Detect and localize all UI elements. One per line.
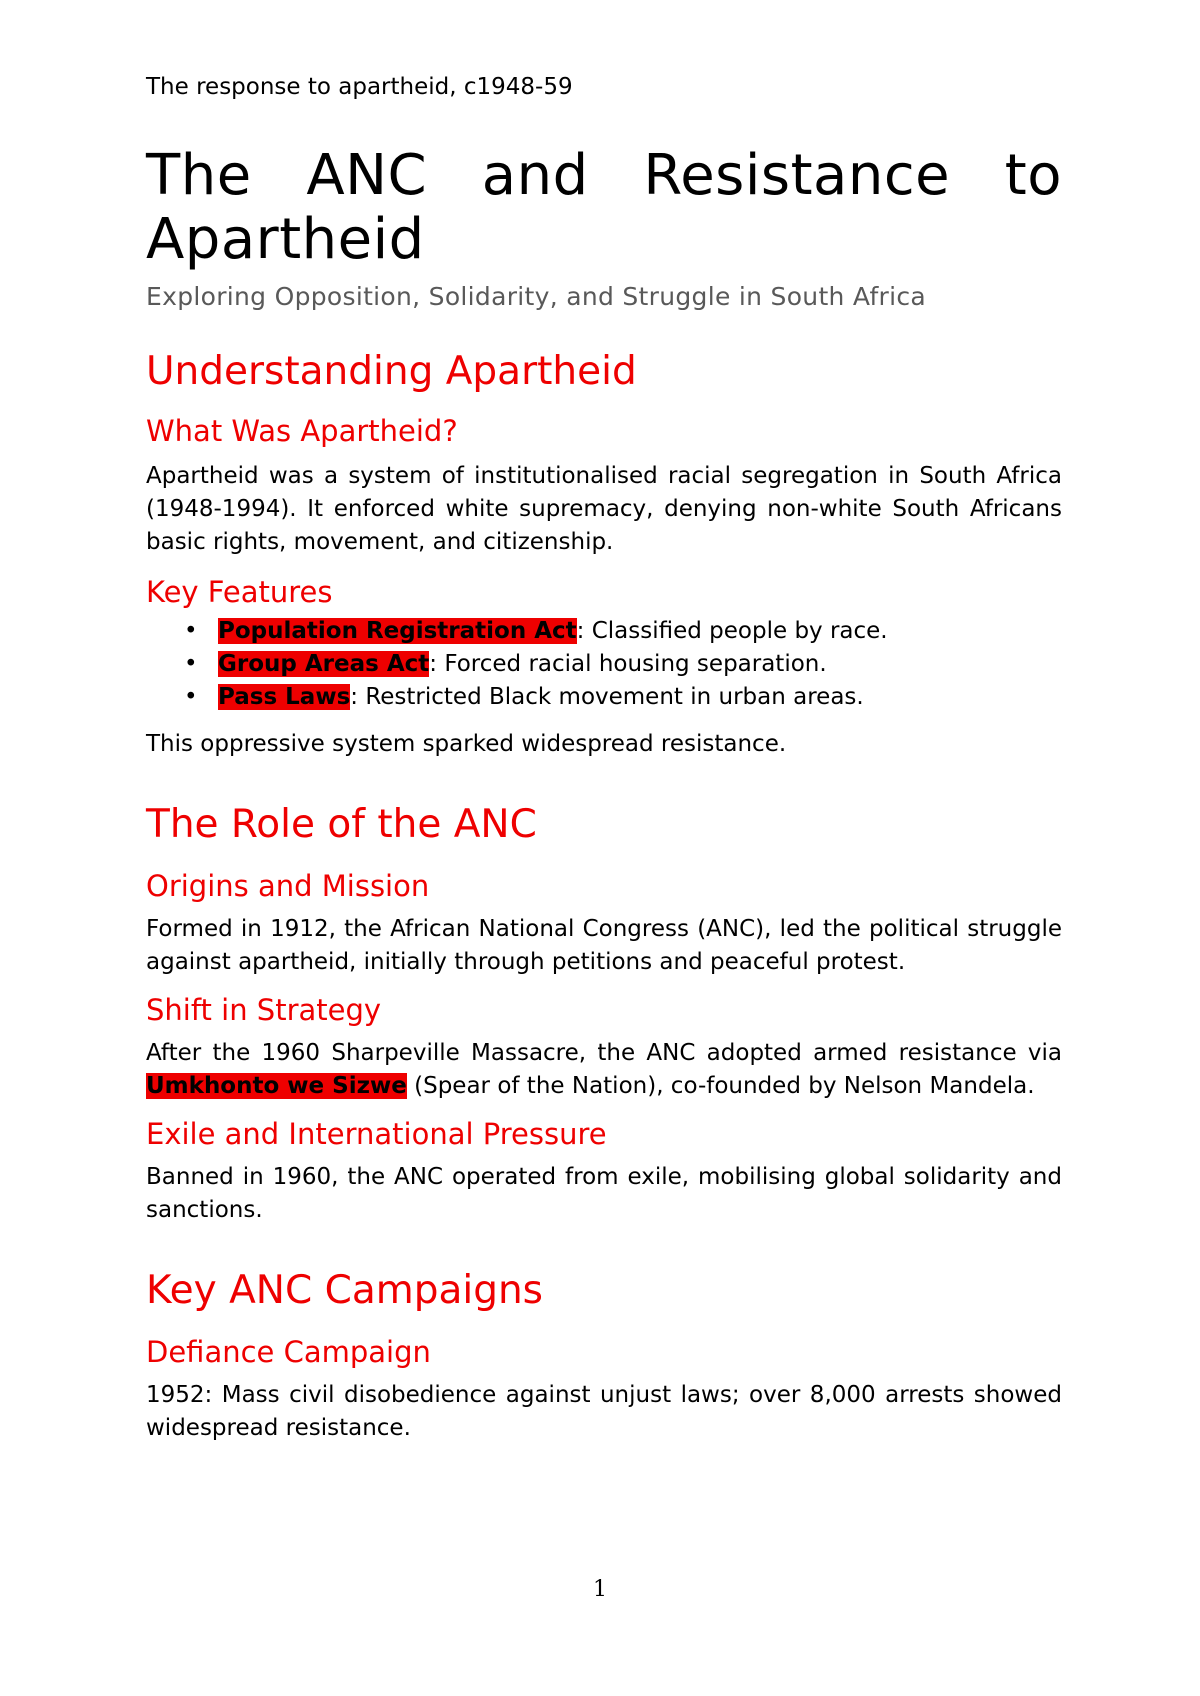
paragraph-exile: Banned in 1960, the ANC operated from exile, mobilising global solidarity and sanctions.	[146, 1164, 1062, 1223]
document-subtitle: Exploring Opposition, Solidarity, and Struggle in South Africa	[146, 282, 927, 311]
feature-description: : Classified people by race.	[576, 618, 888, 644]
shift-text-before: After the 1960 Sharpeville Massacre, the ANC adopted armed resistance via	[146, 1040, 1062, 1066]
bullet-icon: •	[184, 651, 198, 677]
section-heading-understanding-apartheid: Understanding Apartheid	[146, 349, 637, 394]
paragraph-defiance: 1952: Mass civil disobedience against unjust laws; over 8,000 arrests showed widespread resistance.	[146, 1382, 1062, 1441]
bullet-icon: •	[184, 684, 198, 710]
section-heading-role-of-anc: The Role of the ANC	[146, 802, 537, 847]
section-heading-key-campaigns: Key ANC Campaigns	[146, 1268, 543, 1313]
list-item	[184, 681, 1062, 714]
highlighted-term: Pass Laws	[218, 684, 351, 710]
feature-description: : Forced racial housing separation.	[429, 651, 827, 677]
shift-text-after: (Spear of the Nation), co-founded by Nelson Mandela.	[406, 1073, 1035, 1099]
subheading-origins-and-mission: Origins and Mission	[146, 869, 430, 903]
paragraph-origins: Formed in 1912, the African National Congress (ANC), led the political struggle against apartheid, initially through petitions and peaceful protest.	[146, 916, 1062, 975]
subheading-key-features: Key Features	[146, 575, 333, 609]
document-title-line2: Apartheid	[146, 207, 425, 272]
page-number: 1	[593, 1577, 607, 1602]
subheading-shift-in-strategy: Shift in Strategy	[146, 993, 382, 1027]
running-header: The response to apartheid, c1948-59	[146, 74, 573, 100]
page-content	[146, 144, 1062, 1445]
list-item	[184, 615, 1062, 648]
highlighted-term: Population Registration Act	[218, 618, 577, 644]
subheading-what-was-apartheid: What Was Apartheid?	[146, 414, 458, 448]
subheading-exile: Exile and International Pressure	[146, 1117, 607, 1151]
bullet-icon: •	[184, 618, 198, 644]
list-item	[184, 648, 1062, 681]
document-title-line1: The ANC and Resistance to	[146, 143, 1062, 208]
paragraph-closing: This oppressive system sparked widespread resistance.	[146, 731, 787, 757]
paragraph-what-was-apartheid: Apartheid was a system of institutionalised racial segregation in South Africa (1948-1994). It enforced white supremacy, denying non-white South Africans basic rights, movement, and citizenship.	[146, 463, 1062, 555]
highlighted-term: Umkhonto we Sizwe	[146, 1073, 407, 1099]
highlighted-term: Group Areas Act	[218, 651, 430, 677]
key-features-list	[146, 615, 1062, 714]
paragraph-shift	[146, 1037, 1062, 1103]
subheading-defiance-campaign: Defiance Campaign	[146, 1335, 431, 1369]
feature-description: : Restricted Black movement in urban areas.	[350, 684, 864, 710]
document-title	[146, 144, 1062, 272]
